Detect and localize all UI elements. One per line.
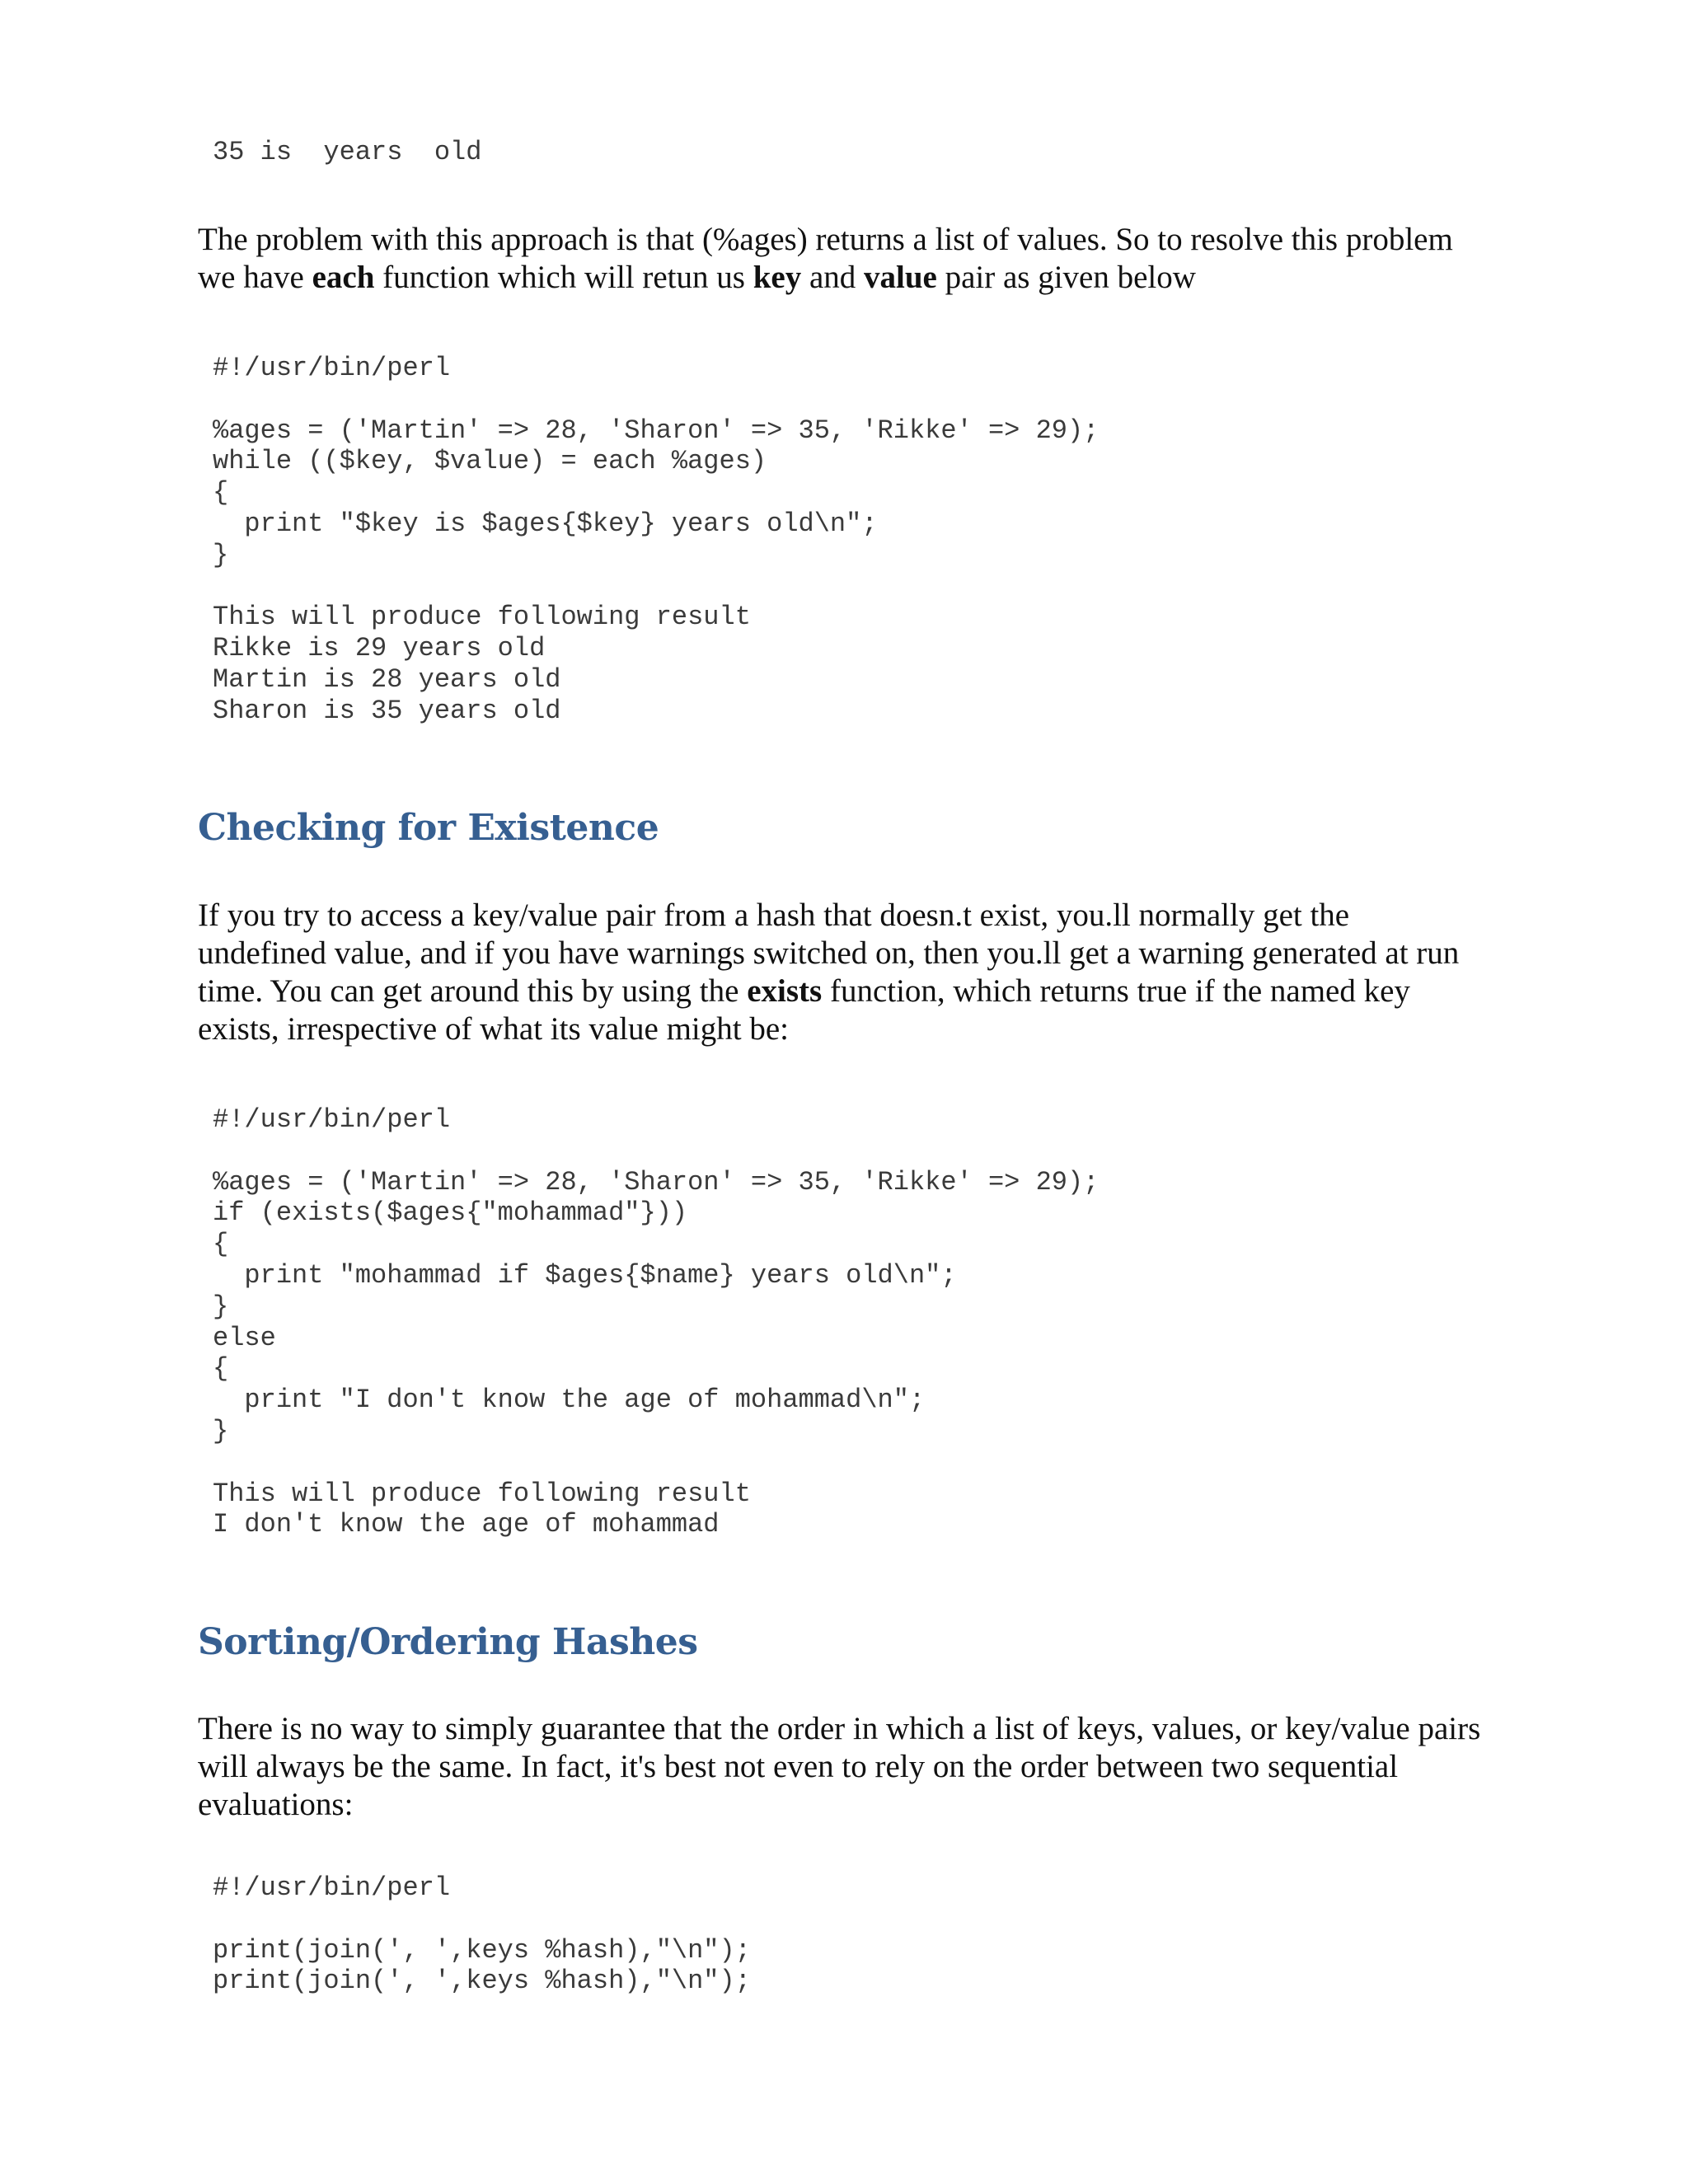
text-run: and: [801, 260, 864, 295]
bold-keyword-exists: exists: [747, 973, 823, 1009]
bold-keyword-value: value: [864, 260, 937, 295]
paragraph-each-function: [198, 221, 1484, 297]
text-run: pair as given below: [936, 260, 1196, 295]
code-output-snippet: 35 is years old: [213, 137, 482, 167]
heading-checking-for-existence: Checking for Existence: [198, 807, 659, 849]
paragraph-exists-function: [198, 897, 1484, 1048]
bold-keyword-key: key: [753, 260, 802, 295]
paragraph-sorting: There is no way to simply guarantee that the order in which a list of keys, values, or key/value pairs will always be the same. In fact, it's best not even to rely on the order between two sequential evaluations:: [198, 1711, 1481, 1822]
code-block-exists: #!/usr/bin/perl %ages = ('Martin' => 28, 'Sharon' => 35, 'Rikke' => 29); if (exists($ages{"mohammad"})) { print "mohammad if $ages{$name} years old\n"; } else { print "I don't know the age of mohammad\n"; } This will produce following result I don't know the age of mohammad: [213, 1104, 1100, 1540]
code-block-sorting: #!/usr/bin/perl print(join(', ',keys %hash),"\n"); print(join(', ',keys %hash),"\n");: [213, 1872, 751, 1997]
heading-sorting-ordering-hashes: Sorting/Ordering Hashes: [198, 1621, 698, 1663]
text-run: function, which returns true if the named key exists, irrespective of what its value might be:: [198, 973, 1410, 1047]
code-block-each: #!/usr/bin/perl %ages = ('Martin' => 28, 'Sharon' => 35, 'Rikke' => 29); while (($key, $value) = each %ages) { print "$key is $ages{$key} years old\n"; } This will produce following result Rikke is 29 years old Martin is 28 years old Sharon is 35 years old: [213, 353, 1100, 726]
bold-keyword-each: each: [312, 260, 375, 295]
text-run: The problem with this approach is that (%ages) returns a list of values. So to resolve this problem we have: [198, 222, 1453, 295]
text-run: If you try to access a key/value pair from a hash that doesn.t exist, you.ll normally get the undefined value, and if you have warnings switched on, then you.ll get a warning generated at run time. You can get around this by using the: [198, 898, 1460, 1009]
text-run: function which will retun us: [374, 260, 753, 295]
